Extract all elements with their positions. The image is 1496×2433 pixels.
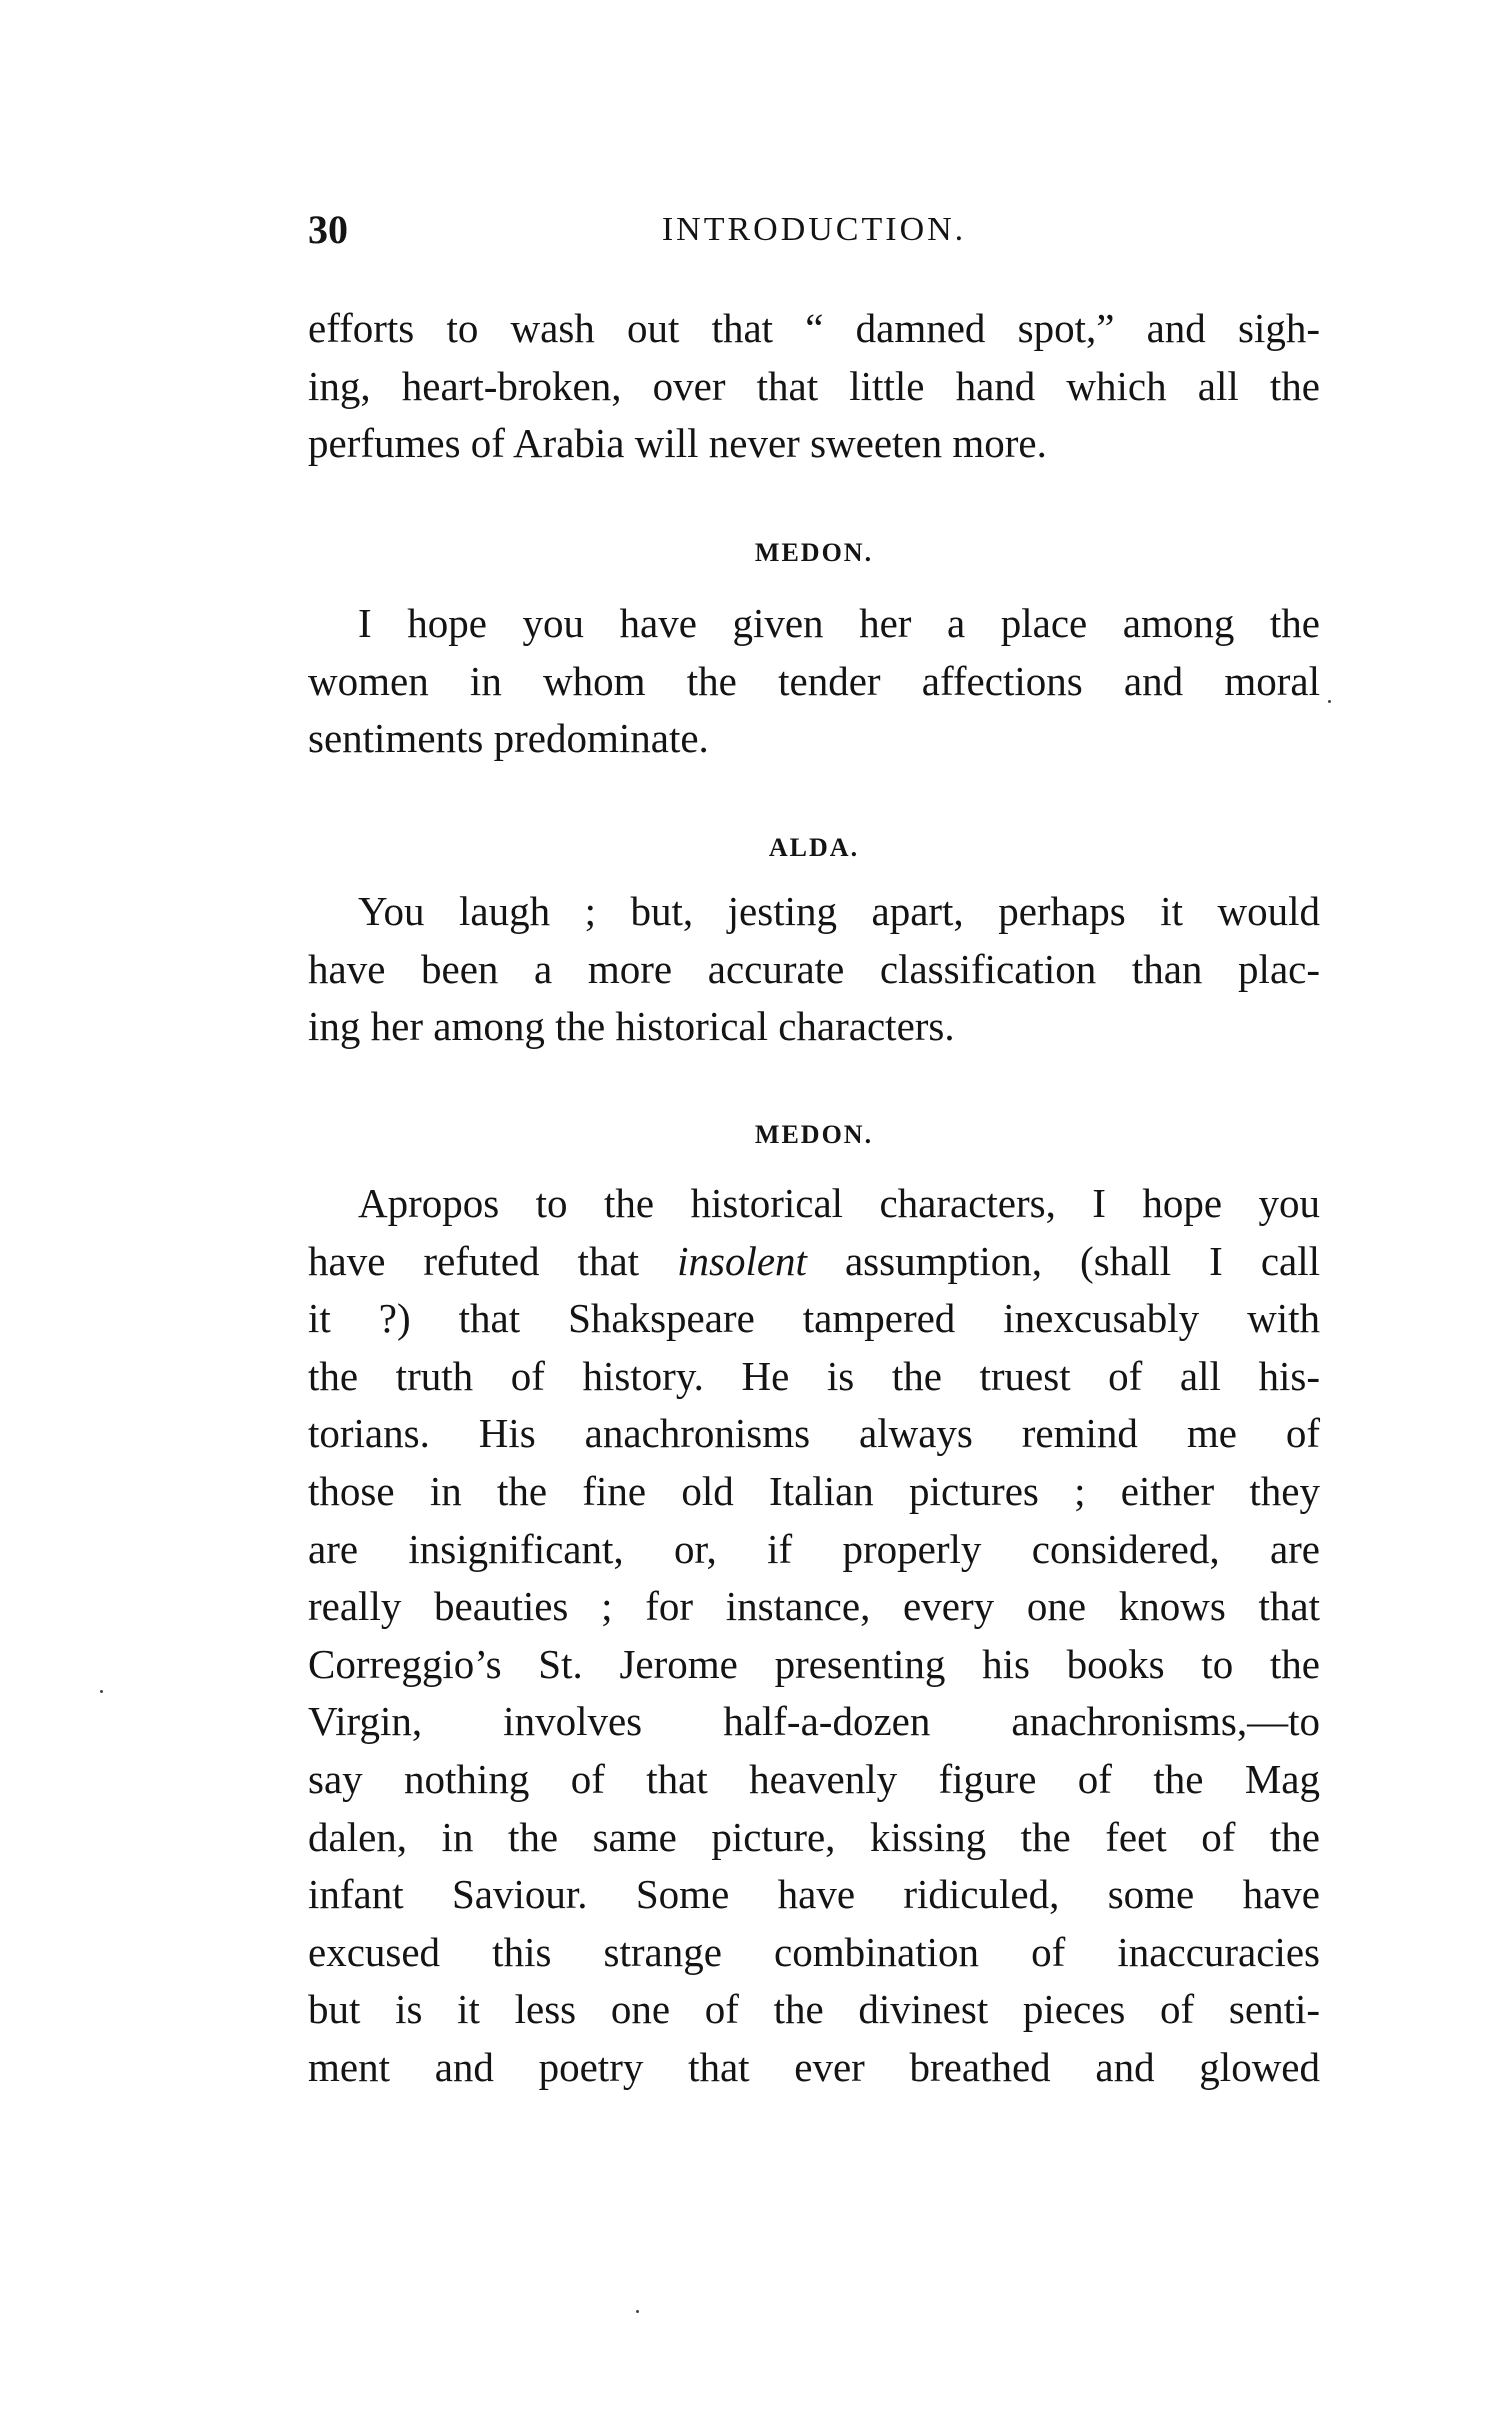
text-line: perfumes of Arabia will never sweeten more. — [308, 420, 1047, 467]
running-title: INTRODUCTION. — [661, 211, 967, 248]
text-line: ment and poetry that ever breathed and glowed — [308, 2043, 1320, 2090]
text-line: Virgin, involves half-a-dozen anachronisms,—to — [308, 1698, 1320, 1745]
paper-speck — [636, 2310, 639, 2313]
text-line: have been a more accurate classification than plac- — [308, 945, 1320, 992]
text-line: women in whom the tender affections and moral — [308, 657, 1320, 704]
text-line: excused this strange combination of inaccuracies — [308, 1928, 1320, 1975]
speaker-heading-medon: MEDON. — [754, 1120, 874, 1149]
text-line: torians. His anachronisms always remind me of — [308, 1410, 1320, 1457]
emphasized-word: insolent — [677, 1237, 807, 1284]
speaker-heading-alda: ALDA. — [768, 833, 860, 862]
medon-speech-2 — [308, 1175, 1320, 2097]
text-fragment: assumption, (shall I call — [844, 1237, 1321, 1284]
text-line: dalen, in the same picture, kissing the feet of the — [308, 1813, 1320, 1860]
medon-speech-1 — [308, 595, 1320, 768]
text-line: but is it less one of the divinest pieces of senti- — [308, 1986, 1320, 2033]
text-line: really beauties ; for instance, every one knows that — [308, 1583, 1320, 1630]
text-line: Correggio’s St. Jerome presenting his books to the — [308, 1640, 1320, 1687]
text-line: I hope you have given her a place among the — [358, 600, 1320, 646]
text-line: ing her among the historical characters. — [308, 1003, 955, 1050]
text-line: sentiments predominate. — [308, 715, 709, 762]
alda-speech — [308, 883, 1320, 1056]
speaker-heading-medon: MEDON. — [754, 538, 874, 567]
text-line: efforts to wash out that “ damned spot,” and sigh- — [308, 305, 1320, 351]
text-fragment: have refuted that — [308, 1237, 640, 1284]
text-line: those in the fine old Italian pictures ; either they — [308, 1467, 1320, 1514]
text-line: ing, heart-broken, over that little hand which all the — [308, 362, 1320, 409]
page-number: 30 — [308, 207, 348, 252]
text-line: Apropos to the historical characters, I hope you — [358, 1180, 1320, 1226]
text-line-with-emphasis — [308, 1233, 1320, 1291]
text-line: are insignificant, or, if properly considered, are — [308, 1525, 1320, 1572]
text-line: the truth of history. He is the truest of all his- — [308, 1352, 1320, 1399]
opening-paragraph — [308, 300, 1320, 473]
paper-speck — [100, 1690, 103, 1693]
text-line: it ?) that Shakspeare tampered inexcusably with — [308, 1295, 1320, 1342]
text-line: infant Saviour. Some have ridiculed, some have — [308, 1871, 1320, 1918]
text-line: say nothing of that heavenly figure of the Mag — [308, 1755, 1320, 1802]
text-line: You laugh ; but, jesting apart, perhaps it would — [358, 888, 1320, 934]
paper-speck — [1328, 700, 1331, 703]
page-header — [308, 200, 1320, 260]
